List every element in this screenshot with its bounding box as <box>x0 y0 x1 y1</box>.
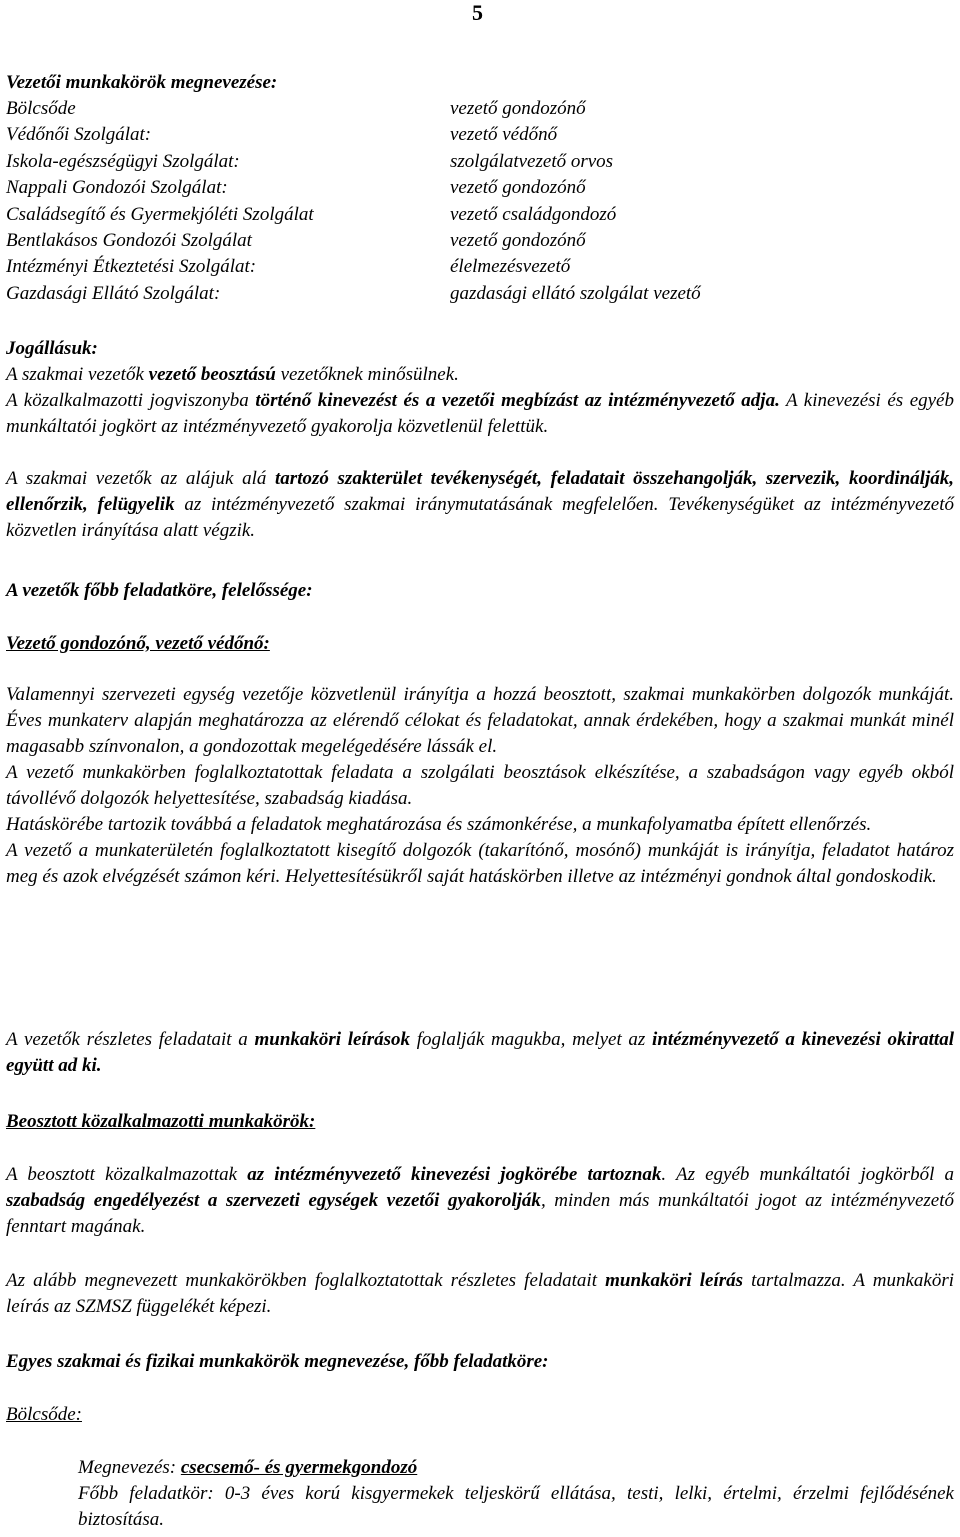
leader-role-title: vezető védőnő <box>450 124 558 146</box>
leader-role-title: élelmezésvezető <box>450 256 571 278</box>
leader-role-title: gazdasági ellátó szolgálat vezető <box>450 282 701 304</box>
status-section <box>6 336 954 440</box>
nurse-paragraph-1: Valamennyi szervezeti egység vezetője közvetlenül irányítja a hozzá beosztott, szakmai munkakörben dolgozók munkáját. Éves munkaterv alapján meghatározza az elérendő célokat és feladatokat, annak érdekében, hogy a szakmai munkát minél magasabb színvonalon, a gondozottak megelégedésére lássák el. <box>6 684 954 757</box>
leader-roles-list <box>6 96 954 307</box>
nurse-leader-duties <box>6 682 954 890</box>
status-line-1: A szakmai vezetők vezető beosztású vezetőknek minősülnek. <box>6 364 459 385</box>
leader-role-title: vezető gondozónő <box>450 98 586 119</box>
status-heading: Jogállásuk: <box>6 338 98 359</box>
leader-role-row <box>6 122 954 148</box>
duties-heading: A vezetők főbb feladatköre, felelőssége: <box>6 580 313 601</box>
detail-paragraph: A vezetők részletes feladatait a munkaköri leírások foglalják magukba, melyet az intézményvezető a kinevezési okirattal együtt ad ki. <box>6 1029 954 1076</box>
leader-roles-section <box>6 70 954 307</box>
leader-unit-name: Gazdasági Ellátó Szolgálat: <box>6 282 221 304</box>
coordination-paragraph: A szakmai vezetők az alájuk alá tartozó szakterület tevékenységét, feladatait összehangolják, szervezik, koordinálják, ellenőrzik, felügyelik az intézményvezető szakmai iránymutatásának megfelelően. Tevékenységüket az intézményvezető közvetlen irányítása alatt végzik. <box>6 468 954 541</box>
leader-role-title: vezető gondozónő <box>450 229 586 251</box>
nurse-paragraph-3: Hatáskörébe tartozik továbbá a feladatok meghatározása és számonkérése, a munkafolyamatba épített ellenőrzés. <box>6 814 872 835</box>
leader-unit-name: Intézményi Étkeztetési Szolgálat: <box>6 256 257 278</box>
leader-role-title: vezető gondozónő <box>450 177 586 199</box>
nurse-paragraph-2: A vezető munkakörben foglalkoztatottak feladata a szolgálati beosztások elkészítése, a szabadságon vagy egyéb okból távollévő dolgozók helyettesítése, szabadság kiadása. <box>6 762 954 809</box>
leader-role-row <box>6 281 954 307</box>
nursery-heading: Bölcsőde: <box>6 1404 82 1425</box>
leader-role-row <box>6 202 954 228</box>
leader-unit-name: Családsegítő és Gyermekjóléti Szolgálat <box>6 203 314 225</box>
employees-paragraph: A beosztott közalkalmazottak az intézményvezető kinevezési jogkörébe tartoznak. Az egyéb munkáltatói jogkörből a szabadság engedélyezést a szervezeti egységek vezetői gyakorolják, minden más munkáltatói jogot az intézményvezető fenntart magának. <box>6 1164 955 1237</box>
job-description-paragraph: Az alább megnevezett munkakörökben foglalkoztatottak részletes feladatait munkaköri leírás tartalmazza. A munkaköri leírás az SZMSZ függelékét képezi. <box>6 1270 955 1317</box>
status-line-2: A közalkalmazotti jogviszonyba történő kinevezést és a vezetői megbízást az intézményvezető adja. A kinevezési és egyéb munkáltatói jogkört az intézményvezető gyakorolja közvetlenül felettük. <box>6 390 954 437</box>
leader-roles-heading: Vezetői munkakörök megnevezése: <box>6 72 278 93</box>
leader-role-row <box>6 149 954 175</box>
leader-unit-name: Bentlakásos Gondozói Szolgálat <box>6 229 252 251</box>
leader-role-row <box>6 96 954 122</box>
specific-roles-heading: Egyes szakmai és fizikai munkakörök megnevezése, főbb feladatköre: <box>6 1351 549 1372</box>
leader-role-title: szolgálatvezető orvos <box>450 150 614 172</box>
leader-role-row <box>6 228 954 254</box>
leader-unit-name: Bölcsőde <box>6 98 76 119</box>
nursery-role <box>6 1455 954 1533</box>
nurse-leader-heading: Vezető gondozónő, vezető védőnő: <box>6 633 270 654</box>
employees-heading: Beosztott közalkalmazotti munkakörök: <box>6 1111 316 1132</box>
leader-role-row <box>6 254 954 280</box>
leader-unit-name: Iskola-egészségügyi Szolgálat: <box>6 150 240 172</box>
nursery-role-name: Megnevezés: csecsemő- és gyermekgondozó <box>78 1457 418 1478</box>
leader-unit-name: Védőnői Szolgálat: <box>6 124 152 146</box>
leader-role-row <box>6 175 954 201</box>
nursery-role-tasks: Főbb feladatkör: 0-3 éves korú kisgyermekek teljeskörű ellátása, testi, lelki, értelmi, érzelmi fejlődésének biztosítása. <box>78 1483 954 1530</box>
leader-unit-name: Nappali Gondozói Szolgálat: <box>6 177 228 199</box>
leader-role-title: vezető családgondozó <box>450 203 617 225</box>
nurse-paragraph-4: A vezető a munkaterületén foglalkoztatott kisegítő dolgozók (takarítónő, mosónő) munkáját is irányítja, feladatot határoz meg és azok elvégzését számon kéri. Helyettesítésükről saját hatáskörben illetve az intézményi gondnok által gondoskodik. <box>6 840 954 887</box>
page-number: 5 <box>472 0 483 25</box>
